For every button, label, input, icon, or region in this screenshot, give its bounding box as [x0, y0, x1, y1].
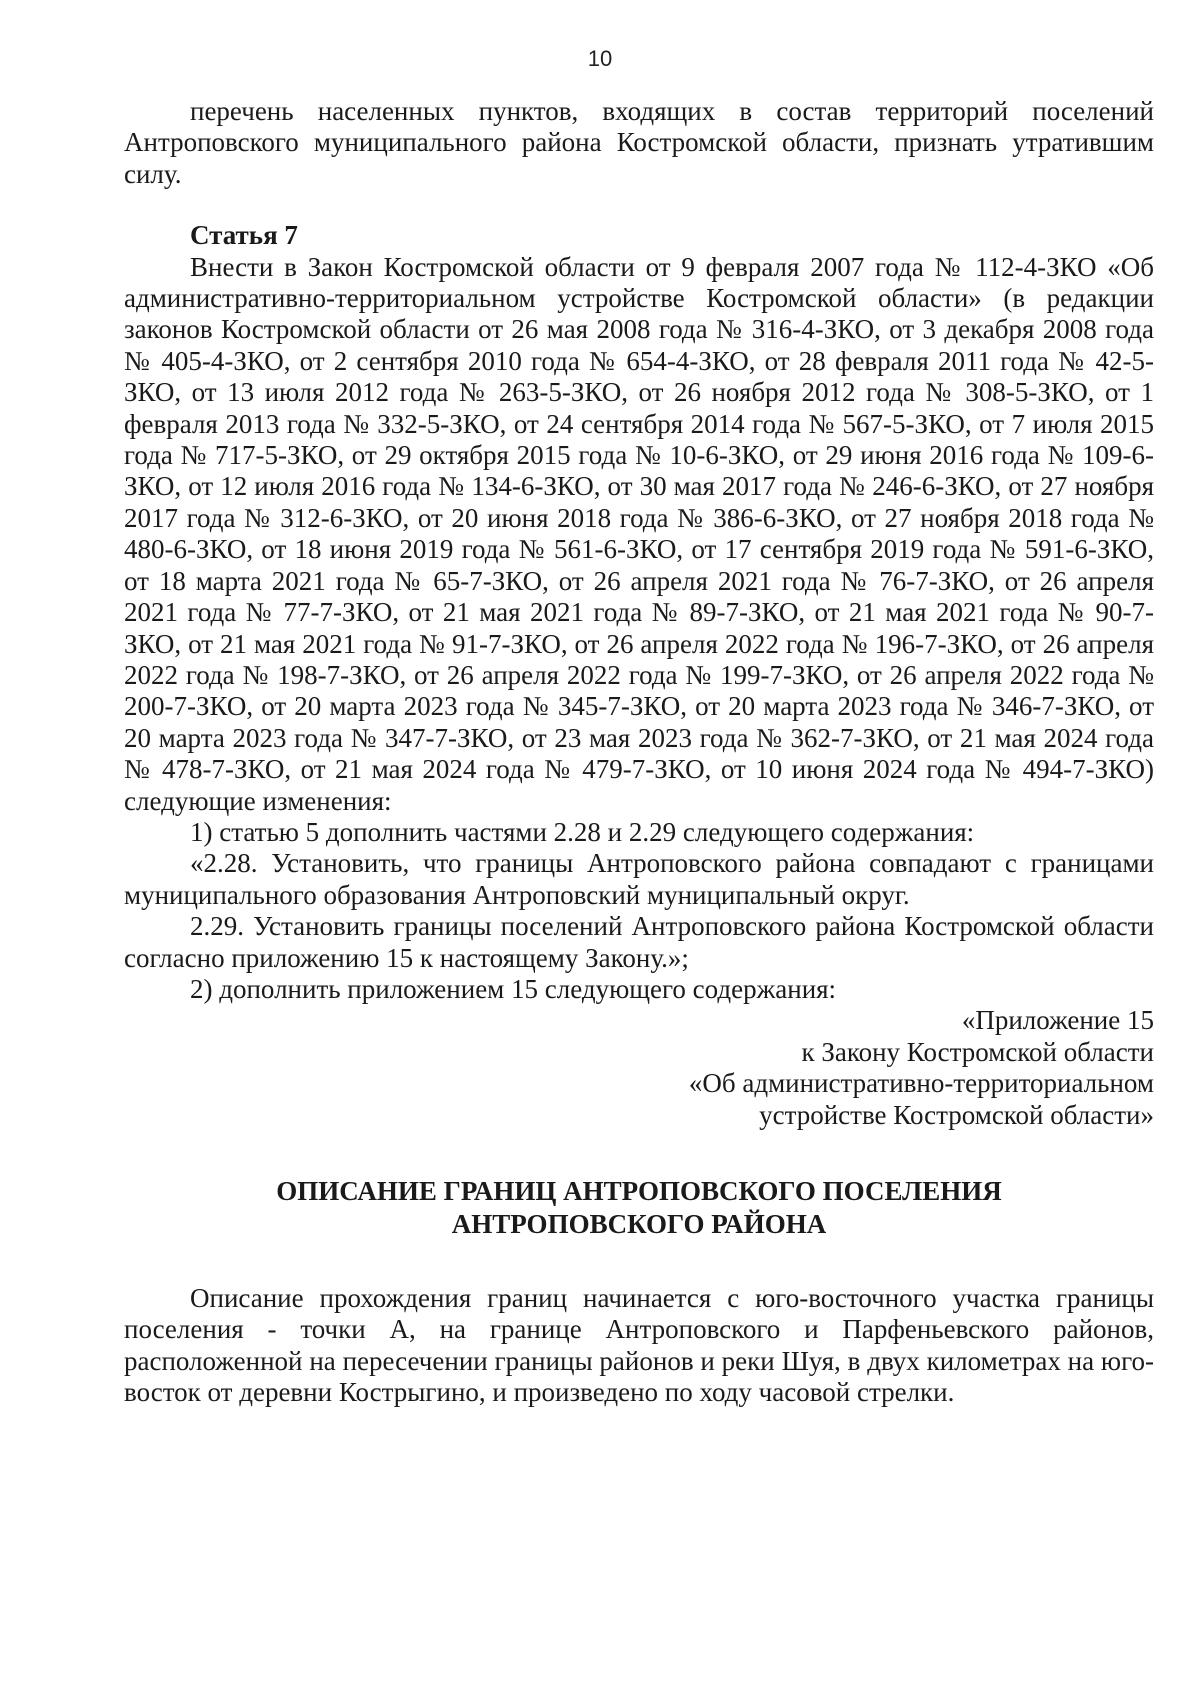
appendix-line: устройстве Костромской области» [759, 1099, 1154, 1130]
paragraph-clause-2-29: 2.29. Установить границы поселений Антроповского района Костромской области согласно приложению 15 к настоящему Закону.»; [124, 911, 1154, 973]
appendix-line: «Приложение 15 [961, 1005, 1154, 1036]
paragraph-repeal: перечень населенных пунктов, входящих в состав территорий поселений Антроповского муниципального района Костромской области, признать утратившим силу. [124, 96, 1154, 189]
section-title-line: АНТРОПОВСКОГО РАЙОНА [451, 1209, 827, 1239]
article-heading: Статья 7 [190, 220, 298, 251]
appendix-header [124, 1005, 1154, 1131]
paragraph-clause-2-28: «2.28. Установить, что границы Антроповского района совпадают с границами муниципального образования Антроповский муниципальный округ. [124, 848, 1154, 910]
appendix-line: «Об административно-территориальном [688, 1068, 1154, 1099]
section-title-line: ОПИСАНИЕ ГРАНИЦ АНТРОПОВСКОГО ПОСЕЛЕНИЯ [276, 1176, 1002, 1206]
section-title [124, 1175, 1154, 1241]
page-number: 10 [587, 46, 613, 71]
paragraph-boundary-description: Описание прохождения границ начинается с юго-восточного участка границы поселения - точки А, на границе Антроповского и Парфеньевского районов, расположенной на пересечении границы районов и реки Шуя, в двух километрах на юго-восток от деревни Кострыгино, и произведено по ходу часовой стрелки. [124, 1283, 1154, 1408]
document-body [124, 96, 1154, 1409]
paragraph-spacer [124, 190, 1154, 220]
paragraph-amendment-list: Внести в Закон Костромской области от 9 февраля 2007 года № 112-4-ЗКО «Об административно-территориальном устройстве Костромской области» (в редакции законов Костромской области от 26 мая 2008 года № 316-4-ЗКО, от 3 декабря 2008 года № 405-4-ЗКО, от 2 сентября 2010 года № 654-4-ЗКО, от 28 февраля 2011 года № 42-5-ЗКО, от 13 июля 2012 года № 263-5-ЗКО, от 26 ноября 2012 года № 308-5-ЗКО, от 1 февраля 2013 года № 332-5-ЗКО, от 24 сентября 2014 года № 567-5-ЗКО, от 7 июля 2015 года № 717-5-ЗКО, от 29 октября 2015 года № 10-6-ЗКО, от 29 июня 2016 года № 109-6-ЗКО, от 12 июля 2016 года № 134-6-ЗКО, от 30 мая 2017 года № 246-6-ЗКО, от 27 ноября 2017 года № 312-6-ЗКО, от 20 июня 2018 года № 386-6-ЗКО, от 27 ноября 2018 года № 480-6-ЗКО, от 18 июня 2019 года № 561-6-ЗКО, от 17 сентября 2019 года № 591-6-ЗКО, от 18 марта 2021 года № 65-7-ЗКО, от 26 апреля 2021 года № 76-7-ЗКО, от 26 апреля 2021 года № 77-7-ЗКО, от 21 мая 2021 года № 89-7-ЗКО, от 21 мая 2021 года № 90-7-ЗКО, от 21 мая 2021 года № 91-7-ЗКО, от 26 апреля 2022 года № 196-7-ЗКО, от 26 апреля 2022 года № 198-7-ЗКО, от 26 апреля 2022 года № 199-7-ЗКО, от 26 апреля 2022 года № 200-7-ЗКО, от 20 марта 2023 года № 345-7-ЗКО, от 20 марта 2023 года № 346-7-ЗКО, от 20 марта 2023 года № 347-7-ЗКО, от 23 мая 2023 года № 362-7-ЗКО, от 21 мая 2024 года № 478-7-ЗКО, от 21 мая 2024 года № 479-7-ЗКО, от 10 июня 2024 года № 494-7-ЗКО) следующие изменения: [124, 251, 1154, 816]
appendix-line: к Закону Костромской области [801, 1036, 1154, 1067]
paragraph-item-2: 2) дополнить приложением 15 следующего содержания: [190, 973, 837, 1004]
paragraph-item-1: 1) статью 5 дополнить частями 2.28 и 2.29 следующего содержания: [190, 816, 975, 847]
